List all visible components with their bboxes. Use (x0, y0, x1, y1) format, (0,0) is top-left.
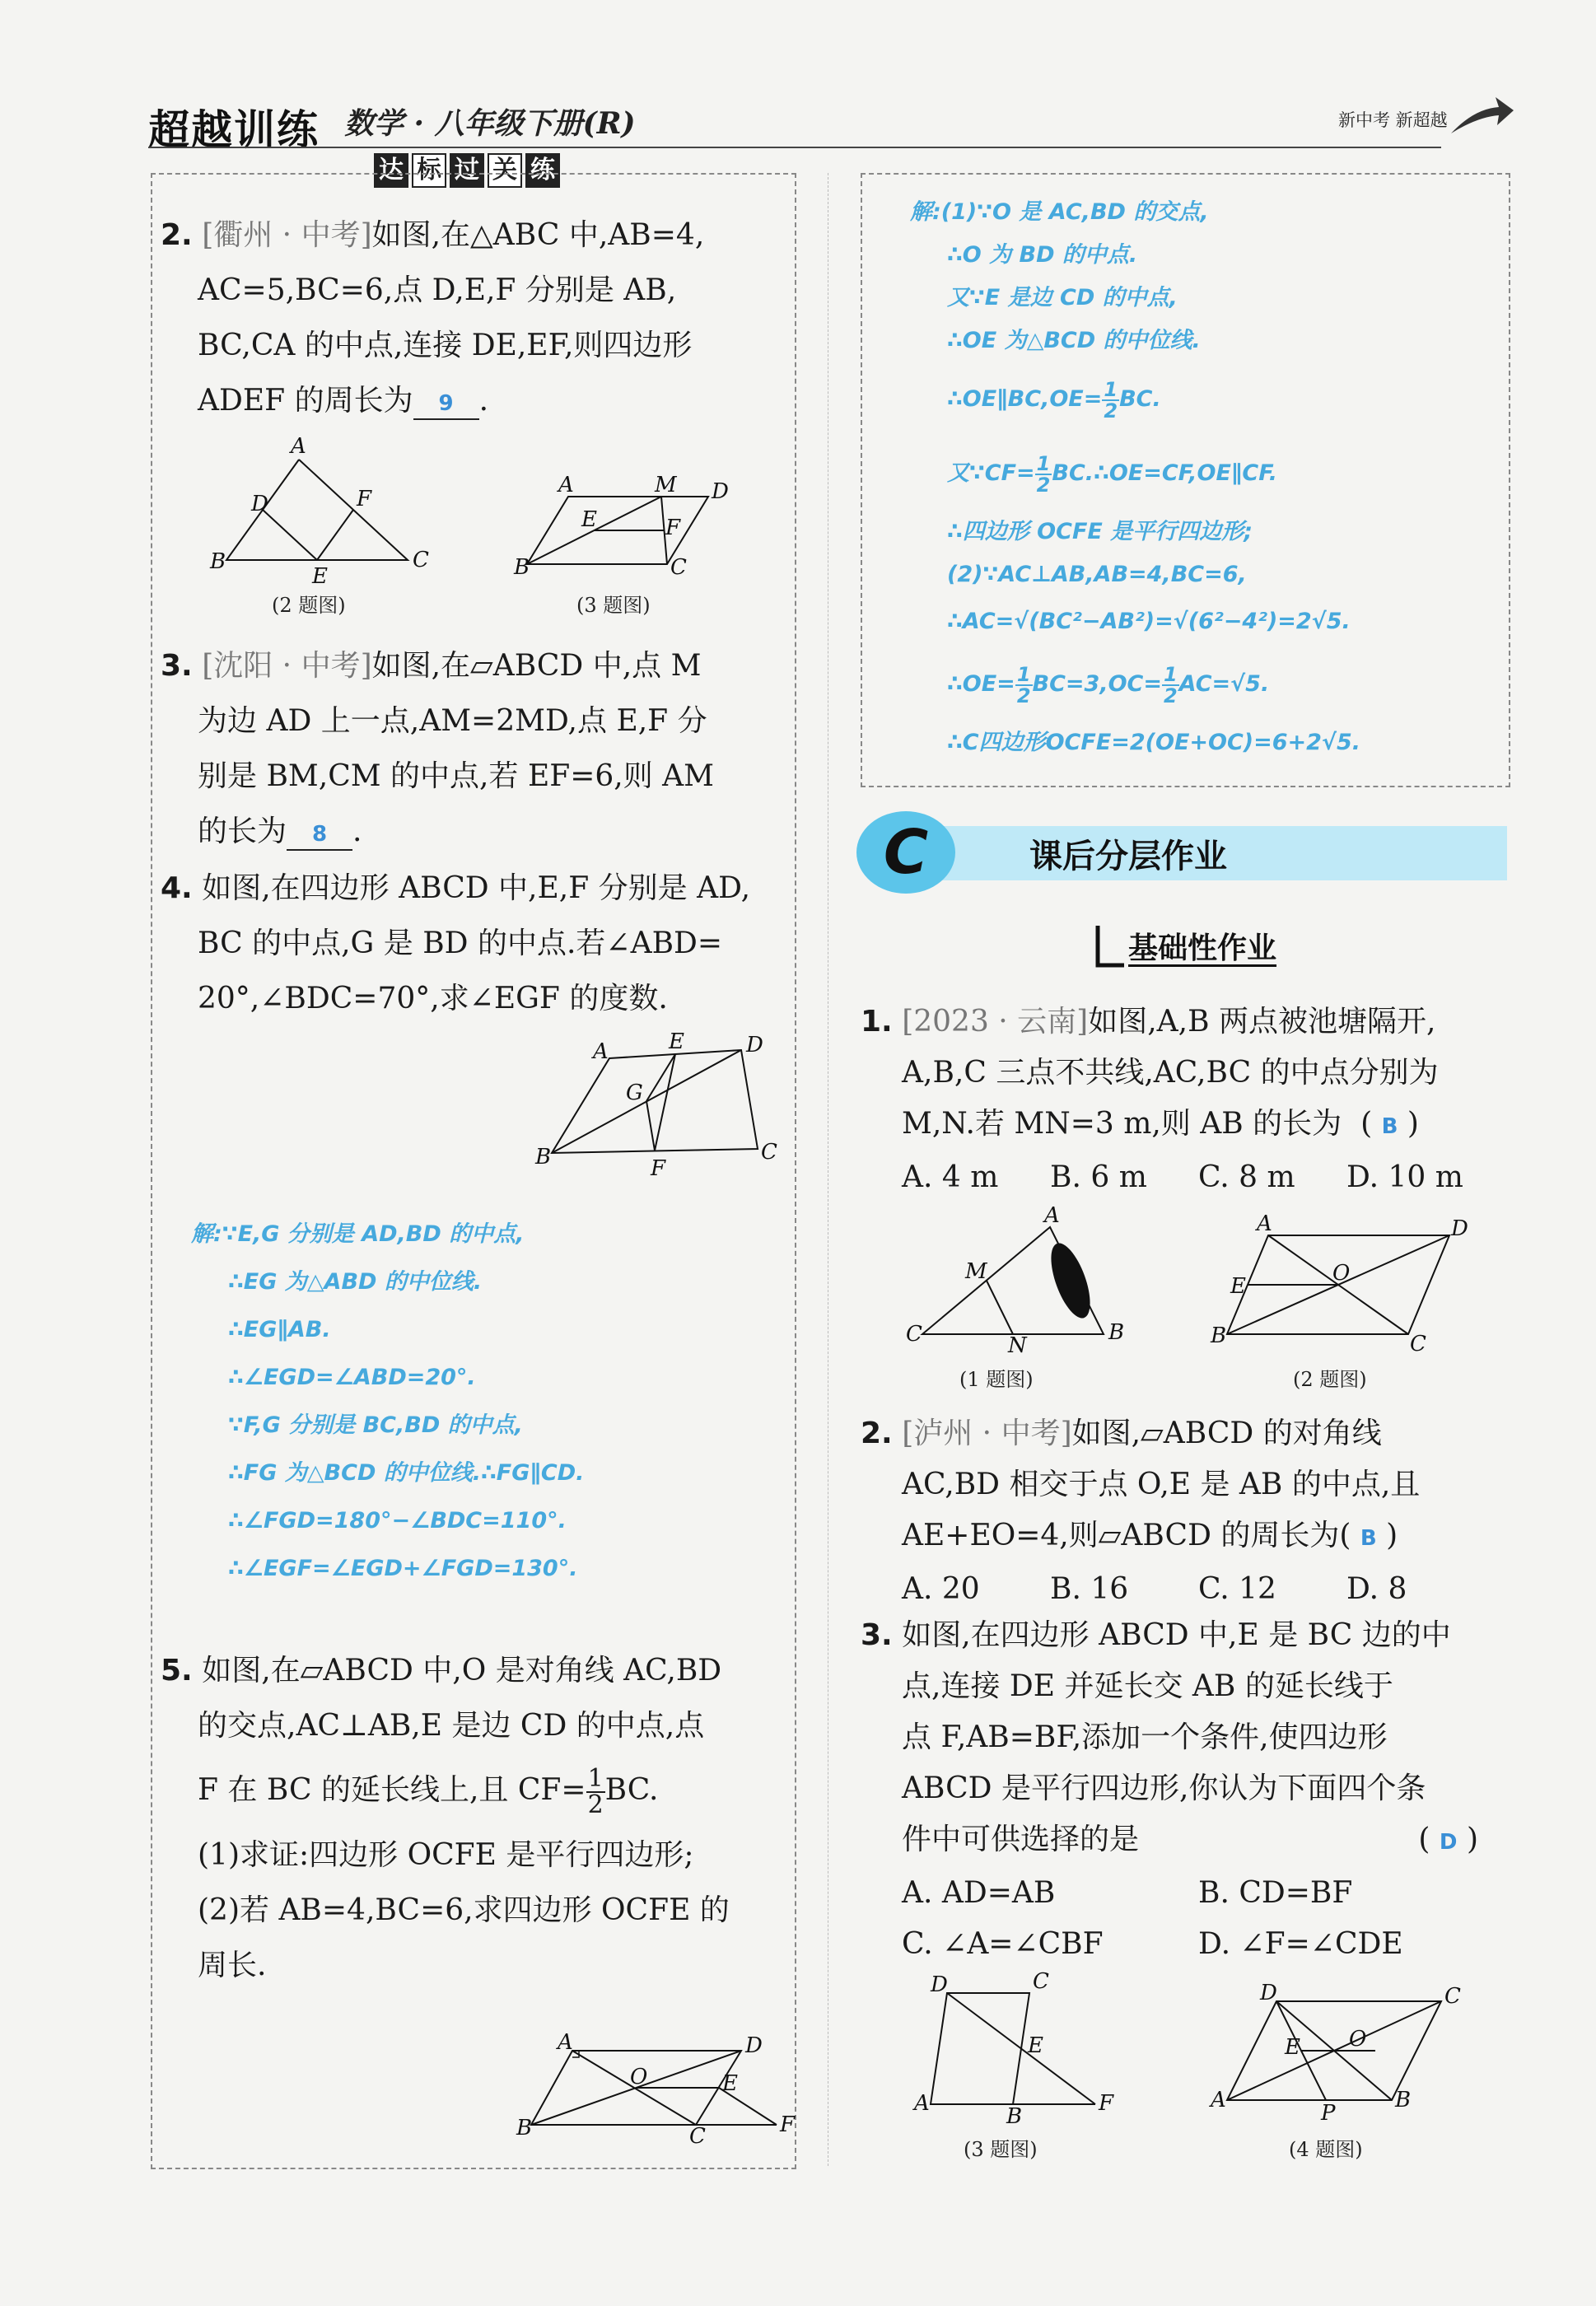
svg-text:F: F (665, 516, 681, 540)
solution-line: ∴OE= $\frac{1}{2}$ BC=3,OC= $\frac{1}{2}$ AC=√5. (947, 662, 1270, 707)
option: D. 10 m (1346, 1160, 1463, 1194)
question-number: 1. (861, 1005, 893, 1039)
svg-text:C: C (1410, 1332, 1426, 1356)
svg-text:C: C (1033, 1969, 1049, 1994)
svg-text:E: E (581, 507, 597, 532)
question-text: M,N.若 MN=3 m,则 AB 的长为 (902, 1107, 1342, 1141)
question-part: (2)若 AB=4,BC=6,求四边形 OCFE 的 (198, 1893, 730, 1927)
question-number: 2. (161, 218, 193, 252)
svg-text:D: D (746, 1033, 763, 1057)
question-text: 为边 AD 上一点,AM=2MD,点 E,F 分 (198, 704, 707, 738)
question-text: . (478, 384, 489, 418)
question-text: 如图,在▱ABCD 中,O 是对角线 AC,BD (202, 1654, 722, 1687)
svg-text:F: F (651, 1156, 666, 1181)
question-text: 20°,∠BDC=70°,求∠EGF 的度数. (198, 982, 668, 1015)
solution-line: 又∵CF= $\frac{1}{2}$ BC.∴OE=CF,OE∥CF. (947, 451, 1277, 497)
question-text: ABCD 是平行四边形,你认为下面四个条 (902, 1772, 1426, 1805)
svg-text:E: E (1230, 1274, 1246, 1299)
svg-text:A: A (914, 2091, 930, 2116)
svg-text:D: D (251, 492, 268, 516)
option: C. 8 m (1198, 1160, 1295, 1194)
svg-text:D: D (1260, 1981, 1277, 2005)
question-text: BC. (604, 1773, 659, 1807)
svg-text:D: D (1451, 1216, 1468, 1241)
section-tag-char: 达 (374, 153, 408, 188)
answer-choice: B (1360, 1526, 1377, 1551)
question-source: [衢州 · 中考] (202, 218, 372, 252)
question-text: AC,BD 相交于点 O,E 是 AB 的中点,且 (902, 1468, 1421, 1501)
question-text: 点,连接 DE 并延长交 AB 的延长线于 (902, 1669, 1393, 1703)
question-text: 如图,在▱ABCD 中,点 M (371, 649, 702, 683)
svg-text:A: A (593, 1039, 609, 1064)
question-text: 点 F,AB=BF,添加一个条件,使四边形 (902, 1720, 1388, 1754)
fraction: $\frac{1}{2}$ (1036, 451, 1051, 497)
question-part: (1)求证:四边形 OCFE 是平行四边形; (198, 1838, 694, 1872)
svg-text:E: E (1028, 2033, 1043, 2058)
svg-text:B: B (516, 2116, 533, 2140)
answer-choice: B (1381, 1114, 1398, 1139)
option: D. 8 (1346, 1572, 1407, 1606)
option: B. CD=BF (1198, 1876, 1353, 1910)
svg-text:B: B (210, 549, 226, 574)
svg-text:D: D (745, 2033, 763, 2058)
question-part: 周长. (198, 1949, 267, 1982)
svg-text:A: A (558, 2030, 573, 2055)
solution-line: ∴OE 为△BCD 的中位线. (947, 328, 1201, 353)
svg-text:B: B (1006, 2104, 1023, 2129)
question-text: . (352, 815, 362, 848)
solution-line: (2)∵AC⊥AB,AB=4,BC=6, (947, 562, 1247, 587)
figure-caption: (2 题图) (272, 594, 346, 617)
option: C. ∠A=∠CBF (902, 1927, 1104, 1961)
svg-text:M: M (965, 1259, 987, 1284)
svg-text:A: A (291, 434, 306, 459)
question-c1: 1. [2023 · 云南]如图,A,B 两点被池塘隔开, A,B,C 三点不共线,AC,BC 的中点分别为 M,N.若 MN=3 m,则 AB 的长为 ( B ) A. 4 m B. 6 m C. 8 m D. 10 m (861, 997, 1519, 1203)
option: A. AD=AB (902, 1876, 1056, 1910)
figure-q5 (515, 2030, 796, 2153)
question-text: A,B,C 三点不共线,AC,BC 的中点分别为 (902, 1056, 1439, 1090)
svg-text:O: O (1332, 1261, 1351, 1286)
solution-line: ∴OE∥BC,OE= $\frac{1}{2}$ BC. (947, 377, 1161, 422)
options-row (861, 1564, 1519, 1615)
svg-text:A: A (1044, 1203, 1060, 1228)
bracket-icon (1091, 922, 1127, 975)
option: C. 12 (1198, 1572, 1276, 1606)
solution-line: ∴FG 为△BCD 的中位线.∴FG∥CD. (228, 1460, 585, 1486)
q4-solution (191, 1211, 584, 1593)
subsection-title: 基础性作业 (1128, 931, 1277, 965)
svg-text:B: B (535, 1145, 552, 1169)
svg-text:A: A (558, 473, 574, 497)
svg-text:E: E (312, 564, 328, 589)
question-text: 的交点,AC⊥AB,E 是边 CD 的中点,点 (198, 1709, 705, 1743)
fraction: $\frac{1}{2}$ (1163, 662, 1178, 707)
question-text: 别是 BM,CM 的中点,若 EF=6,则 AM (198, 759, 715, 793)
question-text: BC 的中点,G 是 BD 的中点.若∠ABD= (198, 927, 723, 960)
svg-text:E: E (669, 1029, 684, 1054)
svg-text:C: C (761, 1140, 777, 1165)
figure-caption: (4 题图) (1289, 2138, 1363, 2161)
question-source: [2023 · 云南] (902, 1005, 1089, 1039)
figure-c2 (1211, 1211, 1468, 1356)
top-right-slogan: 新中考 新超越 (1338, 110, 1448, 130)
solution-line: ∴C四边形OCFE=2(OE+OC)=6+2√5. (947, 730, 1361, 755)
svg-text:D: D (712, 479, 729, 504)
question-number: 3. (161, 649, 193, 683)
solution-line: ∴∠EGF=∠EGD+∠FGD=130°. (228, 1556, 578, 1581)
subject-title: 数学 · 八年级下册(R) (344, 106, 636, 141)
question-number: 2. (861, 1417, 893, 1450)
q5-solution (910, 191, 1360, 764)
question-3 (161, 638, 795, 859)
svg-text:N: N (1008, 1333, 1027, 1358)
svg-text:C: C (906, 1322, 922, 1347)
question-text: 件中可供选择的是 (902, 1823, 1140, 1856)
svg-text:P: P (1321, 2101, 1336, 2126)
options-row (861, 1919, 1519, 1970)
solution-line: ∴∠FGD=180°−∠BDC=110°. (228, 1508, 567, 1533)
section-tag-char: 过 (450, 153, 484, 188)
solution-line: ∴EG 为△ABD 的中位线. (228, 1269, 483, 1295)
svg-text:A: A (1211, 2088, 1226, 2112)
option: A. 20 (902, 1572, 980, 1606)
svg-text:F: F (780, 2112, 796, 2137)
figure-caption: (3 题图) (964, 2138, 1038, 2161)
svg-text:A: A (1257, 1211, 1272, 1236)
question-text: 如图,在四边形 ABCD 中,E,F 分别是 AD, (202, 871, 751, 905)
svg-text:E: E (1285, 2035, 1300, 2060)
question-text: 如图,在△ABC 中,AB=4, (371, 218, 705, 252)
option: B. 6 m (1050, 1160, 1147, 1194)
question-text: 如图,A,B 两点被池塘隔开, (1088, 1005, 1436, 1039)
book-brand: 超越训练 (148, 106, 320, 154)
svg-text:B: B (1395, 2088, 1412, 2112)
section-tag-char: 标 (412, 153, 446, 188)
arrow-icon (1449, 92, 1515, 145)
header-rule (148, 147, 1441, 148)
answer-choice: D (1439, 1830, 1458, 1855)
options-row (861, 1868, 1519, 1919)
question-text: 如图,▱ABCD 的对角线 (1071, 1417, 1382, 1450)
option: B. 16 (1050, 1572, 1129, 1606)
question-source: [沈阳 · 中考] (202, 649, 372, 683)
fraction: $\frac{1}{2}$ (1016, 662, 1031, 707)
figure-c1 (906, 1203, 1125, 1358)
svg-text:B: B (514, 555, 530, 580)
svg-text:B: B (1211, 1323, 1227, 1348)
svg-text:B: B (1108, 1320, 1125, 1345)
figure-caption: (2 题图) (1293, 1368, 1367, 1391)
figure-c3 (914, 1968, 1128, 2128)
figure-q2 (210, 434, 432, 589)
question-c2: 2. [泸州 · 中考]如图,▱ABCD 的对角线 AC,BD 相交于点 O,E 是 AB 的中点,且 AE+EO=4,则▱ABCD 的周长为( B ) A. 20 B. 16 C. 12 D. 8 (861, 1408, 1519, 1615)
options-row (861, 1152, 1519, 1203)
solution-line: ∴四边形 OCFE 是平行四边形; (947, 519, 1253, 544)
svg-text:C: C (1444, 1984, 1461, 2009)
question-c3: 3. 如图,在四边形 ABCD 中,E 是 BC 边的中 点,连接 DE 并延长交 AB 的延长线于 点 F,AB=BF,添加一个条件,使四边形 ABCD 是平行四边形,你认为下面四个条 件中可供选择的是 ( D ) A. AD=AB B. CD=BF C. ∠A=∠CBF D. ∠F=∠CDE (861, 1610, 1519, 1970)
section-c-title: 课后分层作业 (1029, 838, 1227, 875)
solution-line: 又∵E 是边 CD 的中点, (947, 285, 1178, 310)
svg-text:F: F (357, 487, 372, 511)
solution-line: 解:(1)∵O 是 AC,BD 的交点, (910, 199, 1209, 225)
section-tag-char: 关 (488, 153, 522, 188)
question-2 (161, 208, 795, 428)
question-number: 3. (861, 1618, 893, 1652)
question-4 (161, 861, 795, 1026)
question-number: 4. (161, 871, 193, 905)
svg-text:C: C (413, 548, 429, 572)
question-5 (161, 1643, 795, 1993)
solution-line: 解:∵E,G 分别是 AD,BD 的中点, (191, 1221, 525, 1247)
solution-line: ∵F,G 分别是 BC,BD 的中点, (228, 1412, 523, 1438)
solution-line: ∴∠EGD=∠ABD=20°. (228, 1365, 476, 1390)
figure-q3 (514, 473, 729, 584)
question-source: [泸州 · 中考] (902, 1417, 1072, 1450)
svg-text:G: G (626, 1081, 643, 1105)
question-text: 的长为 (198, 815, 287, 848)
section-tag-char: 练 (525, 153, 560, 188)
solution-line: ∴O 为 BD 的中点. (947, 242, 1138, 268)
fraction: $\frac{1}{2}$ (587, 1764, 604, 1819)
svg-text:O: O (1349, 2027, 1367, 2052)
svg-text:M: M (655, 473, 677, 497)
question-text: ADEF 的周长为 (198, 384, 413, 418)
question-text: AE+EO=4,则▱ABCD 的周长为 (902, 1519, 1340, 1552)
option: A. 4 m (902, 1160, 999, 1194)
svg-text:D: D (931, 1972, 948, 1997)
figure-caption: (1 题图) (959, 1368, 1034, 1391)
figure-q4 (535, 1029, 782, 1185)
question-text: AC=5,BC=6,点 D,E,F 分别是 AB, (198, 273, 677, 307)
figure-caption: (3 题图) (576, 594, 651, 617)
svg-text:E: E (722, 2071, 738, 2096)
question-text: 如图,在四边形 ABCD 中,E 是 BC 边的中 (902, 1618, 1451, 1652)
svg-text:O: O (630, 2065, 648, 2089)
question-text: BC,CA 的中点,连接 DE,EF,则四边形 (198, 329, 693, 362)
answer-blank: 8 (287, 819, 352, 851)
svg-text:F: F (1099, 2091, 1114, 2116)
solution-line: ∴EG∥AB. (228, 1317, 331, 1342)
figure-c4 (1211, 1981, 1461, 2128)
svg-text:C: C (670, 555, 687, 580)
svg-text:C: C (689, 2124, 706, 2149)
answer-blank: 9 (413, 389, 479, 420)
question-number: 5. (161, 1654, 193, 1687)
question-text: F 在 BC 的延长线上,且 CF= (198, 1773, 586, 1807)
fraction: $\frac{1}{2}$ (1104, 377, 1118, 422)
option: D. ∠F=∠CDE (1198, 1927, 1403, 1961)
section-c-badge: C (856, 811, 955, 894)
solution-line: ∴AC=√(BC²−AB²)=√(6²−4²)=2√5. (947, 609, 1351, 634)
